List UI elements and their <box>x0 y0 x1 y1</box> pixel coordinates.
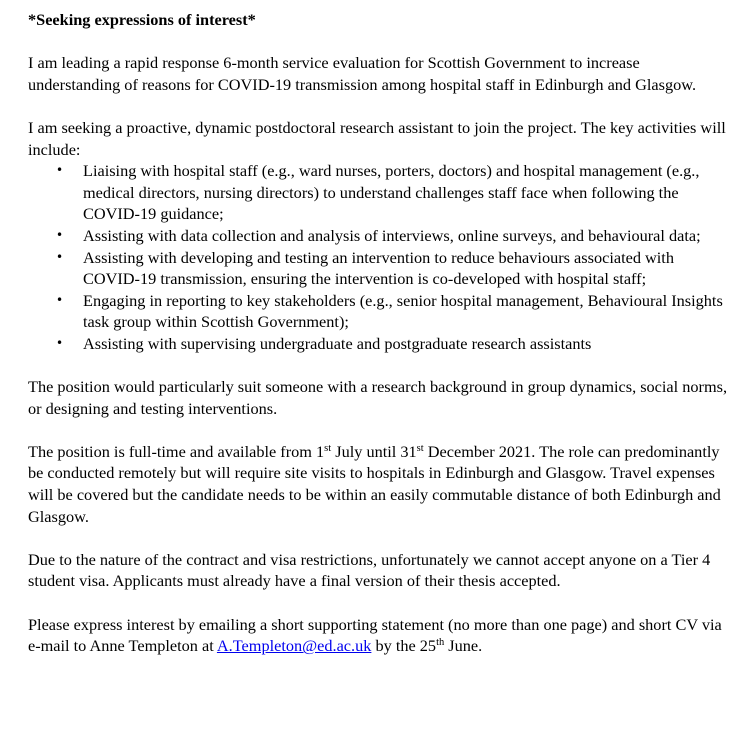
position-text-3: December 2021. The role can predominantly be conducted remotely but will require site visits to hospitals in Edinburgh and Glasgow. Travel expenses will be covered but the candidate needs to be within an easily commutable distance of both Edinburgh and Glasgow. <box>28 441 721 526</box>
list-item <box>28 247 728 290</box>
contact-sup: th <box>436 637 445 649</box>
activity-text: Assisting with data collection and analysis of interviews, online surveys, and behavioural data; <box>83 225 701 245</box>
contact-paragraph <box>28 614 728 657</box>
bullet-icon: • <box>56 249 64 264</box>
bullet-icon: • <box>56 163 64 178</box>
bullet-icon: • <box>56 335 64 350</box>
bullet-icon: • <box>56 292 64 307</box>
list-item <box>28 333 728 355</box>
suit-paragraph: The position would particularly suit someone with a research background in group dynamics, social norms, or designing and testing interventions. <box>28 377 728 418</box>
activity-text: Liaising with hospital staff (e.g., ward nurses, porters, doctors) and hospital management (e.g., medical directors, nursing directors) to understand challenges staff face when following the COVID-19 guidance; <box>83 161 700 224</box>
contact-text-3: June. <box>444 636 483 656</box>
list-item <box>28 225 728 247</box>
contact-text-2: by the 25 <box>371 636 437 656</box>
activity-text: Assisting with developing and testing an intervention to reduce behaviours associated with COVID-19 transmission, ensuring the intervention is co-developed with hospital staff; <box>83 247 674 289</box>
bullet-icon: • <box>56 227 64 242</box>
list-item <box>28 290 728 333</box>
activity-text: Engaging in reporting to key stakeholders (e.g., senior hospital management, Behavioural Insights task group within Scottish Government); <box>83 290 723 332</box>
document-title: *Seeking expressions of interest* <box>28 10 256 29</box>
position-paragraph <box>28 441 728 527</box>
activities-list <box>28 160 741 354</box>
position-sup-1: st <box>324 442 332 454</box>
position-sup-2: st <box>416 442 424 454</box>
seeking-paragraph: I am seeking a proactive, dynamic postdoctoral research assistant to join the project. The key activities will include: <box>28 117 726 159</box>
list-item <box>28 160 728 225</box>
contact-text-1: Please express interest by emailing a short supporting statement (no more than one page) and short CV via e-mail to Anne Templeton at <box>28 614 722 656</box>
email-link[interactable]: A.Templeton@ed.ac.uk <box>216 636 372 656</box>
intro-paragraph: I am leading a rapid response 6-month service evaluation for Scottish Government to increase understanding of reasons for COVID-19 transmission among hospital staff in Edinburgh and Glasgow. <box>28 53 697 94</box>
position-text-1: The position is full-time and available from 1 <box>28 441 325 461</box>
activity-text: Assisting with supervising undergraduate and postgraduate research assistants <box>83 333 592 353</box>
position-text-2: July until 31 <box>331 441 417 461</box>
contract-paragraph: Due to the nature of the contract and visa restrictions, unfortunately we cannot accept anyone on a Tier 4 student visa. Applicants must already have a final version of their thesis accepted. <box>28 549 711 591</box>
